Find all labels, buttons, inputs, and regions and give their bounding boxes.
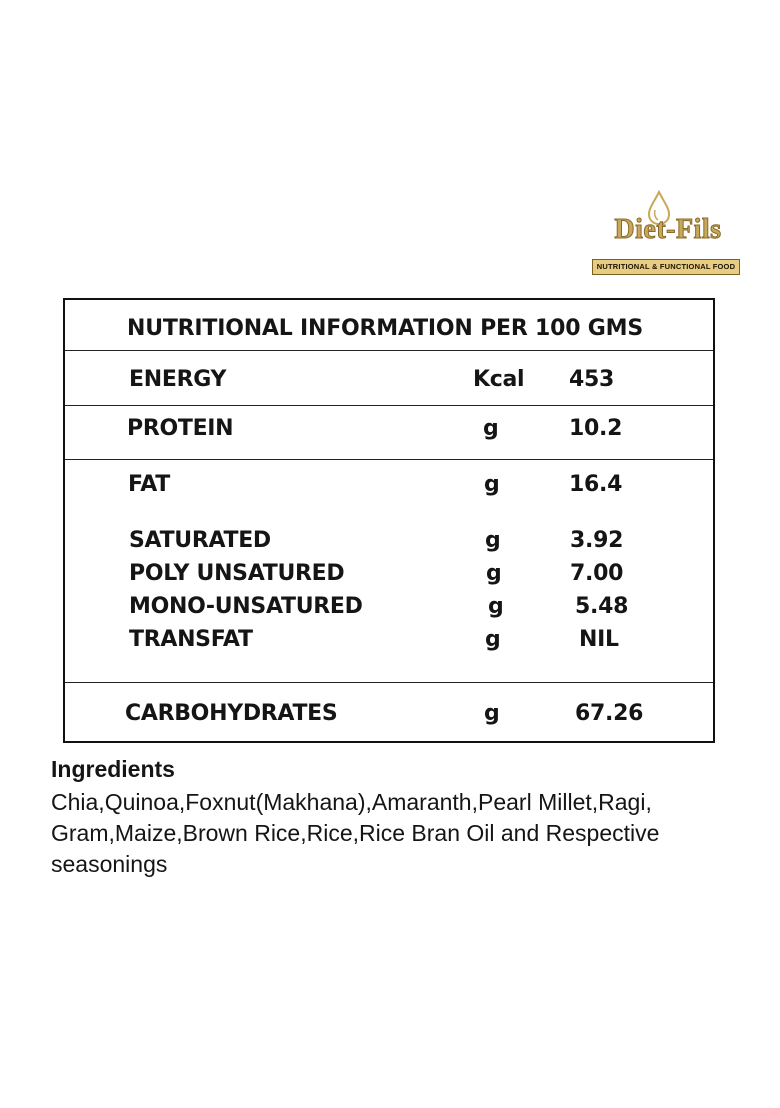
mono-unsatured-value: 5.48 [575,594,629,619]
brand-name: Diet-Fils [614,214,722,245]
nutrition-panel [63,298,715,743]
transfat-value: NIL [579,627,619,652]
transfat-label: TRANSFAT [129,627,253,652]
ingredients-heading: Ingredients [51,756,175,782]
saturated-value: 3.92 [570,528,624,553]
mono-unsatured-unit: g [488,594,504,619]
energy-value: 453 [569,367,615,392]
fat-unit: g [484,472,500,497]
transfat-unit: g [485,627,501,652]
carbohydrates-label: CARBOHYDRATES [125,701,338,726]
nutrition-title: NUTRITIONAL INFORMATION PER 100 GMS [127,316,643,341]
energy-unit: Kcal [473,367,525,392]
mono-unsatured-label: MONO-UNSATURED [129,594,363,619]
brand-tagline: NUTRITIONAL & FUNCTIONAL FOOD [592,259,740,275]
divider [65,459,713,460]
fat-value: 16.4 [569,472,623,497]
divider [65,405,713,406]
brand-logo [592,190,742,282]
divider [65,350,713,351]
carbohydrates-unit: g [484,701,500,726]
poly-unsatured-unit: g [486,561,502,586]
fat-label: FAT [128,472,170,497]
protein-value: 10.2 [569,416,623,441]
protein-unit: g [483,416,499,441]
saturated-unit: g [485,528,501,553]
poly-unsatured-label: POLY UNSATURED [129,561,345,586]
carbohydrates-value: 67.26 [575,701,644,726]
protein-label: PROTEIN [127,416,234,441]
energy-label: ENERGY [129,367,227,392]
ingredients-text: Chia,Quinoa,Foxnut(Makhana),Amaranth,Pearl Millet,Ragi, Gram,Maize,Brown Rice,Rice,Rice Bran Oil and Respective seasonings [51,789,660,877]
divider [65,682,713,683]
poly-unsatured-value: 7.00 [570,561,624,586]
saturated-label: SATURATED [129,528,271,553]
